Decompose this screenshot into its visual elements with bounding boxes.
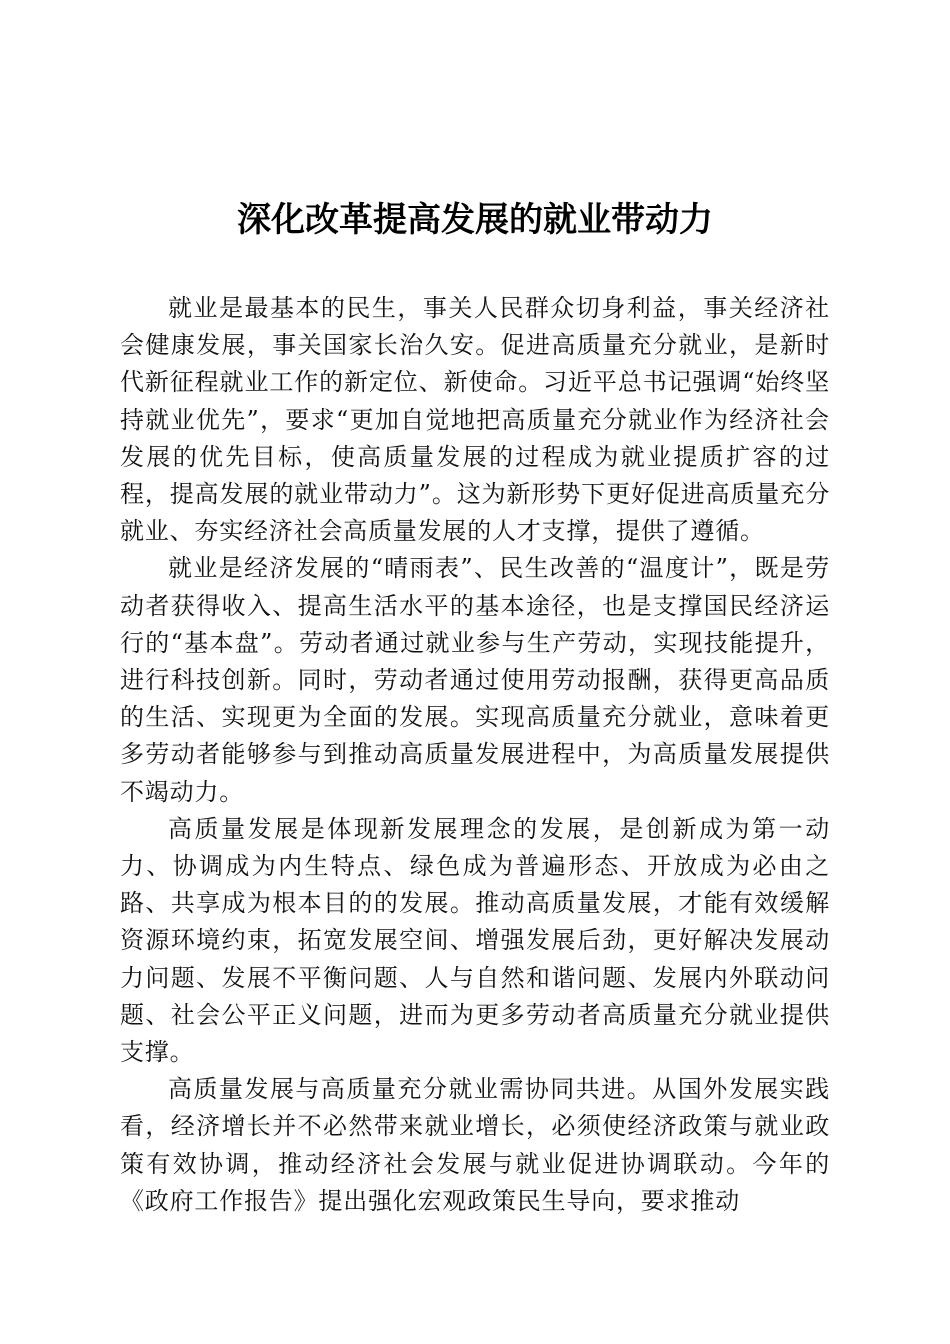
paragraph: 高质量发展是体现新发展理念的发展，是创新成为第一动力、协调成为内生特点、绿色成为普遍形态、开放成为必由之路、共享成为根本目的的发展。推动高质量发展，才能有效缓解资源环境约束，拓宽发展空间、增强发展后劲，更好解决发展动力问题、发展不平衡问题、人与自然和谐问题、发展内外联动问题、社会公平正义问题，进而为更多劳动者高质量充分就业提供支撑。 bbox=[120, 814, 830, 1067]
document-title: 深化改革提高发展的就业带动力 bbox=[237, 200, 713, 240]
document-body bbox=[120, 290, 830, 1220]
paragraph: 就业是最基本的民生，事关人民群众切身利益，事关经济社会健康发展，事关国家长治久安。促进高质量充分就业，是新时代新征程就业工作的新定位、新使命。习近平总书记强调“始终坚持就业优先”，要求“更加自觉地把高质量充分就业作为经济社会发展的优先目标，使高质量发展的过程成为就业提质扩容的过程，提高发展的就业带动力”。这为新形势下更好促进高质量充分就业、夯实经济社会高质量发展的人才支撑，提供了遵循。 bbox=[120, 294, 830, 546]
paragraph: 就业是经济发展的“晴雨表”、民生改善的“温度计”，既是劳动者获得收入、提高生活水平的基本途径，也是支撑国民经济运行的“基本盘”。劳动者通过就业参与生产劳动，实现技能提升，进行科技创新。同时，劳动者通过使用劳动报酬，获得更高品质的生活、实现更为全面的发展。实现高质量充分就业，意味着更多劳动者能够参与到推动高质量发展进程中，为高质量发展提供不竭动力。 bbox=[120, 554, 830, 806]
paragraph: 高质量发展与高质量充分就业需协同共进。从国外发展实践看，经济增长并不必然带来就业增长，必须使经济政策与就业政策有效协调，推动经济社会发展与就业促进协调联动。今年的《政府工作报告》提出强化宏观政策民生导向，要求推动 bbox=[120, 1075, 830, 1215]
